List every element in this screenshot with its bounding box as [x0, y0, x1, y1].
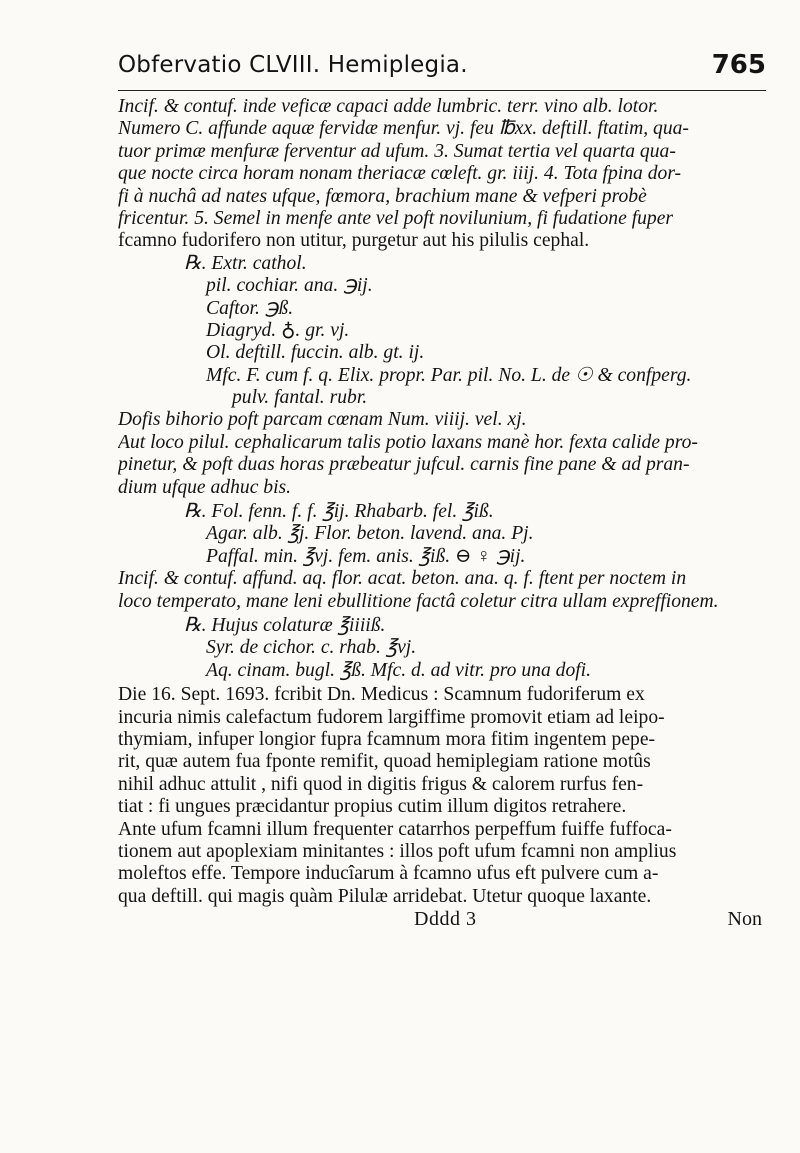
signature-mark: Dddd 3: [414, 908, 477, 931]
text-line: nihil adhuc attulit , nifi quod in digitis frigus & calorem rurfus fen-: [118, 773, 644, 795]
text-line: thymiam, infuper longior fupra fcamnum mora fitim ingentem pepe-: [118, 728, 656, 750]
page-body: [118, 96, 770, 930]
text-line: qua deftill. qui magis quàm Pilulæ arridebat. Utetur quoque laxante.: [118, 885, 652, 907]
recipe-line: Paffal. min. ℥vj. fem. anis. ℥iß. ⊖ ♀ ℈ij.: [206, 545, 526, 567]
text-line: pinetur, & poft duas horas præbeatur jufcul. carnis fine pane & ad pran-: [118, 454, 690, 476]
page-footer: [118, 908, 770, 930]
header-rule: [118, 90, 766, 91]
recipe-line: Diagryd. ♁. gr. vj.: [206, 319, 350, 341]
running-head: [118, 50, 766, 94]
text-line: Ante ufum fcamni illum frequenter catarrhos perpeffum fuiffe fuffoca-: [118, 818, 672, 840]
recipe-line: ℞. Fol. fenn. f. f. ℥ij. Rhabarb. fel. ℥iß.: [184, 501, 494, 523]
recipe-line: Caftor. ℈ß.: [206, 297, 294, 319]
text-line: tionem aut apoplexiam minitantes : illos poft ufum fcamni non amplius: [118, 840, 677, 862]
recipe-line: Syr. de cichor. c. rhab. ℥vj.: [206, 637, 417, 659]
recipe-line: ℞. Extr. cathol.: [184, 252, 307, 274]
text-line: tuor primæ menfuræ ferventur ad ufum. 3. Sumat tertia vel quarta qua-: [118, 140, 676, 162]
recipe-line: Ol. deftill. fuccin. alb. gt. ij.: [206, 342, 425, 364]
recipe-line: pil. cochiar. ana. ℈ij.: [206, 275, 373, 297]
text-line: rit, quæ autem fua fponte remifit, quoad hemiplegiam ratione motûs: [118, 751, 651, 773]
text-line: fricentur. 5. Semel in menfe ante vel poft novilunium, fi fudatione fuper: [118, 207, 674, 229]
text-line: fi à nuchâ ad nates ufque, fœmora, brachium mane & vefperi probè: [118, 185, 647, 207]
text-line: Aut loco pilul. cephalicarum talis potio laxans manè hor. fexta calide pro-: [118, 431, 698, 453]
text-line: que nocte circa horam nonam theriacæ cœleft. gr. iiij. 4. Tota fpina dor-: [118, 163, 682, 185]
text-line: Numero C. affunde aquæ fervidæ menfur. vj. feu ℔xx. deftill. ftatim, qua-: [118, 118, 689, 140]
text-line: fcamno fudorifero non utitur, purgetur aut his pilulis cephal.: [118, 230, 590, 252]
text-line: loco temperato, mane leni ebullitione factâ coletur citra ullam expreffionem.: [118, 590, 719, 612]
recipe-line: Aq. cinam. bugl. ℥ß. Mfc. d. ad vitr. pro una dofi.: [206, 659, 592, 681]
text-line: Die 16. Sept. 1693. fcribit Dn. Medicus : Scamnum fudoriferum ex: [118, 684, 645, 706]
text-line: Incif. & contuf. affund. aq. flor. acat. beton. ana. q. f. ftent per noctem in: [118, 568, 687, 590]
recipe-line: ℞. Hujus colaturæ ℥iiiiß.: [184, 614, 386, 636]
page-number: 765: [711, 50, 766, 80]
running-title: Obfervatio CLVIII. Hemiplegia.: [118, 52, 468, 78]
text-line: Dofis bihorio poft parcam cœnam Num. viiij. vel. xj.: [118, 409, 527, 431]
recipe-line: Agar. alb. ℥j. Flor. beton. lavend. ana. Pj.: [206, 523, 534, 545]
text-line: moleftos effe. Tempore inducîarum à fcamno ufus eft pulvere cum a-: [118, 863, 659, 885]
text-line: dium ufque adhuc bis.: [118, 476, 292, 498]
catchword: Non: [727, 908, 762, 931]
recipe-line: Mfc. F. cum f. q. Elix. propr. Par. pil. No. L. de ☉ & confperg.: [206, 364, 692, 386]
text-line: incuria nimis calefactum fudorem largiffime promovit etiam ad leipo-: [118, 706, 665, 728]
text-line: tiat : fi ungues præcidantur propius cutim illum digitos retrahere.: [118, 796, 627, 818]
recipe-line: pulv. fantal. rubr.: [232, 387, 368, 409]
text-line: Incif. & contuf. inde veficæ capaci adde lumbric. terr. vino alb. lotor.: [118, 96, 659, 117]
